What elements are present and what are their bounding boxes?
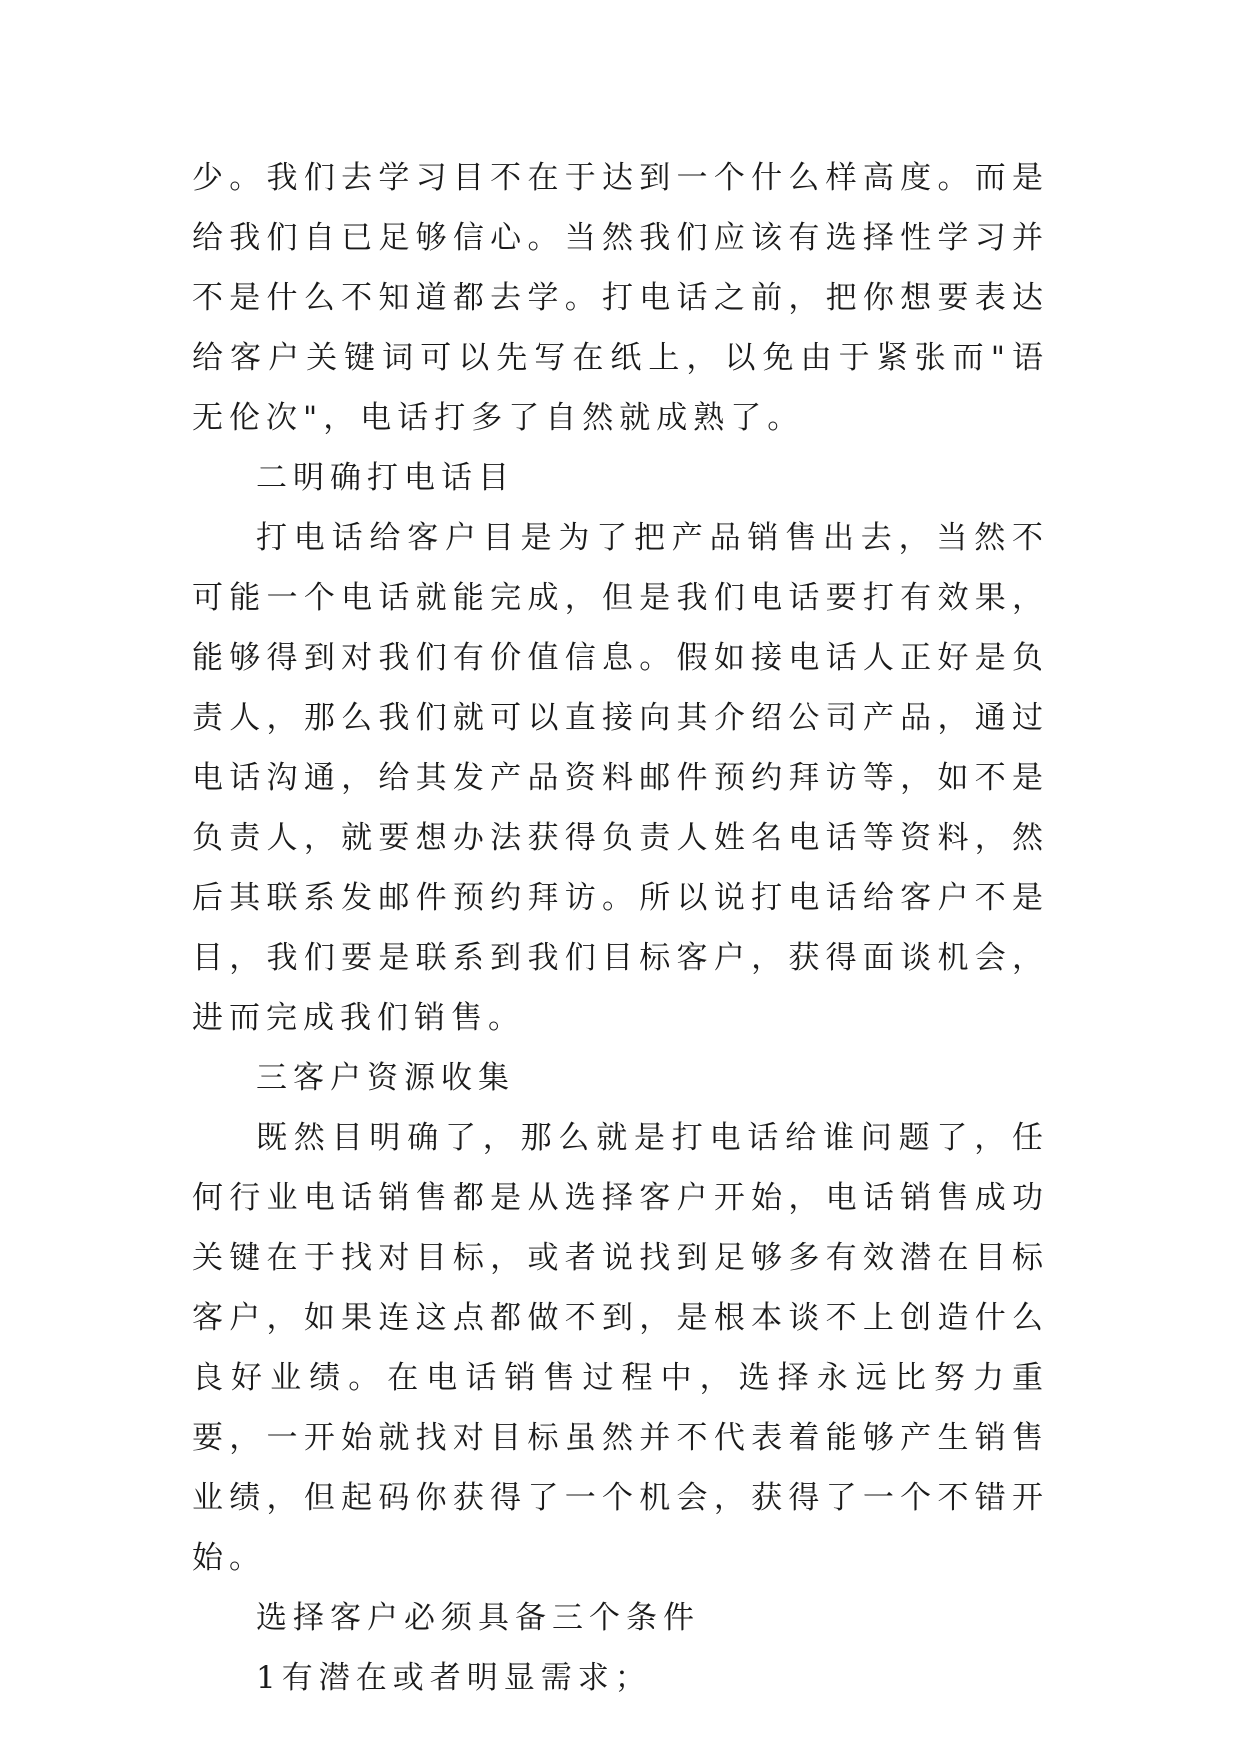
body-paragraph: 既然目明确了，那么就是打电话给谁问题了，任何行业电话销售都是从选择客户开始，电话销售成功关键在于找对目标，或者说找到足够多有效潜在目标客户，如果连这点都做不到，是根本谈不上创造什么良好业绩。在电话销售过程中，选择永远比努力重要，一开始就找对目标虽然并不代表着能够产生销售业绩，但起码你获得了一个机会，获得了一个不错开始。: [192, 1120, 1049, 1576]
section-heading-2: 二明确打电话目: [256, 460, 515, 496]
body-paragraph: 打电话给客户目是为了把产品销售出去，当然不可能一个电话就能完成，但是我们电话要打有效果，能够得到对我们有价值信息。假如接电话人正好是负责人，那么我们就可以直接向其介绍公司产品，通过电话沟通，给其发产品资料邮件预约拜访等，如不是负责人，就要想办法获得负责人姓名电话等资料，然后其联系发邮件预约拜访。所以说打电话给客户不是目，我们要是联系到我们目标客户，获得面谈机会，进而完成我们销售。: [192, 520, 1049, 1036]
section-heading-3: 三客户资源收集: [256, 1060, 515, 1096]
document-body: [192, 148, 1049, 1708]
body-paragraph: 选择客户必须具备三个条件: [256, 1600, 700, 1636]
body-paragraph: 少。我们去学习目不在于达到一个什么样高度。而是给我们自已足够信心。当然我们应该有选择性学习并不是什么不知道都去学。打电话之前，把你想要表达给客户关键词可以先写在纸上，以免由于紧张而"语无伦次"，电话打多了自然就成熟了。: [192, 160, 1049, 436]
list-item: 1有潜在或者明显需求；: [256, 1660, 652, 1696]
